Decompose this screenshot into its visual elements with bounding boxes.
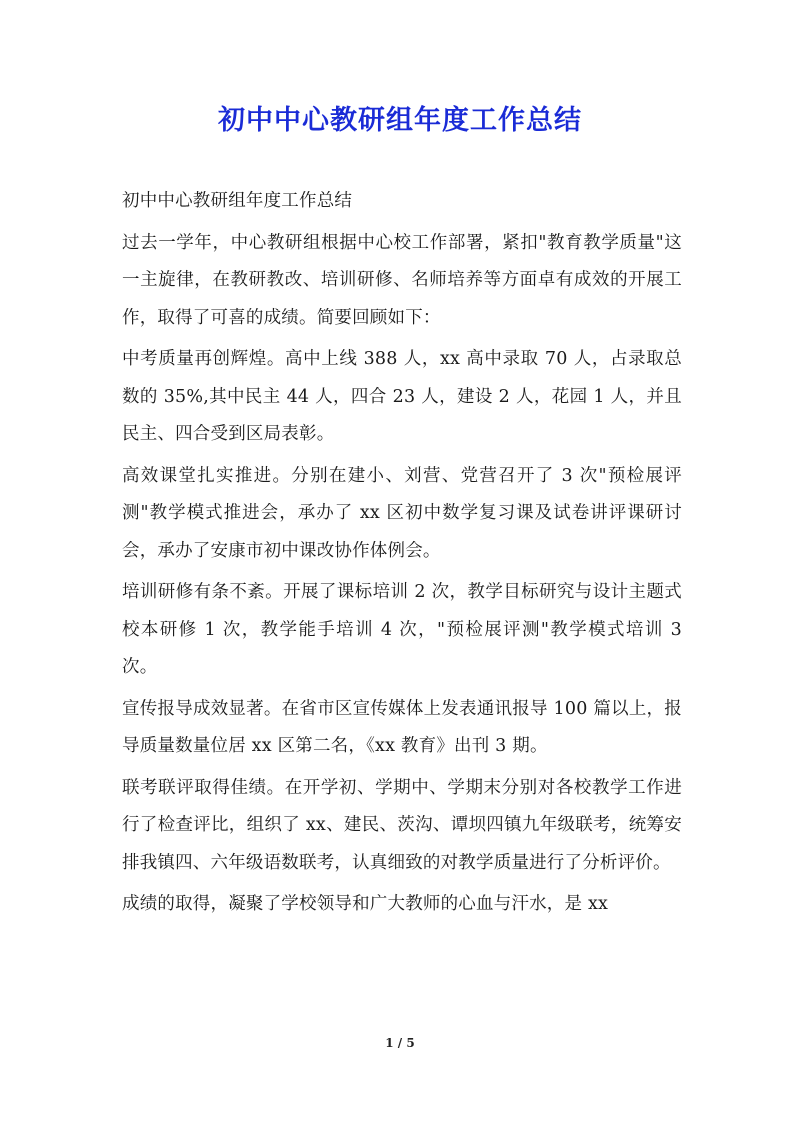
paragraph-publicity: 宣传报导成效显著。在省市区宣传媒体上发表通讯报导 100 篇以上，报导质量数量位居 xx 区第二名，《xx 教育》出刊 3 期。 bbox=[122, 698, 682, 756]
document-title: 初中中心教研组年度工作总结 bbox=[218, 105, 582, 136]
paragraph-training: 培训研修有条不紊。开展了课标培训 2 次，教学目标研究与设计主题式校本研修 1 次，教学能手培训 4 次，"预检展评测"教学模式培训 3 次。 bbox=[122, 582, 682, 677]
document-body bbox=[122, 183, 682, 928]
paragraph-joint-exam: 联考联评取得佳绩。在开学初、学期中、学期末分别对各校教学工作进行了检查评比，组织了 xx、建民、茨沟、谭坝四镇九年级联考，统筹安排我镇四、六年级语数联考，认真细致的对教学质量进行了分析评价。 bbox=[122, 777, 682, 873]
paragraph-efficient-classroom: 高效课堂扎实推进。分别在建小、刘营、党营召开了 3 次"预检展评测"教学模式推进会，承办了 xx 区初中数学复习课及试卷讲评课研讨会，承办了安康市初中课改协作体例会。 bbox=[122, 465, 682, 561]
paragraph-exam-quality: 中考质量再创辉煌。高中上线 388 人，xx 高中录取 70 人，占录取总数的 35%,其中民主 44 人，四合 23 人，建设 2 人，花园 1 人，并且民主、四合受到区局表彰。 bbox=[122, 349, 682, 444]
page-number: 1 / 5 bbox=[385, 1036, 415, 1050]
paragraph-achievement: 成绩的取得，凝聚了学校领导和广大教师的心血与汗水，是 xx bbox=[122, 894, 609, 914]
paragraph-subtitle: 初中中心教研组年度工作总结 bbox=[122, 191, 353, 211]
paragraph-intro: 过去一学年，中心教研组根据中心校工作部署，紧扣"教育教学质量"这一主旋律，在教研教改、培训研修、名师培养等方面卓有成效的开展工作，取得了可喜的成绩。简要回顾如下： bbox=[122, 232, 682, 328]
